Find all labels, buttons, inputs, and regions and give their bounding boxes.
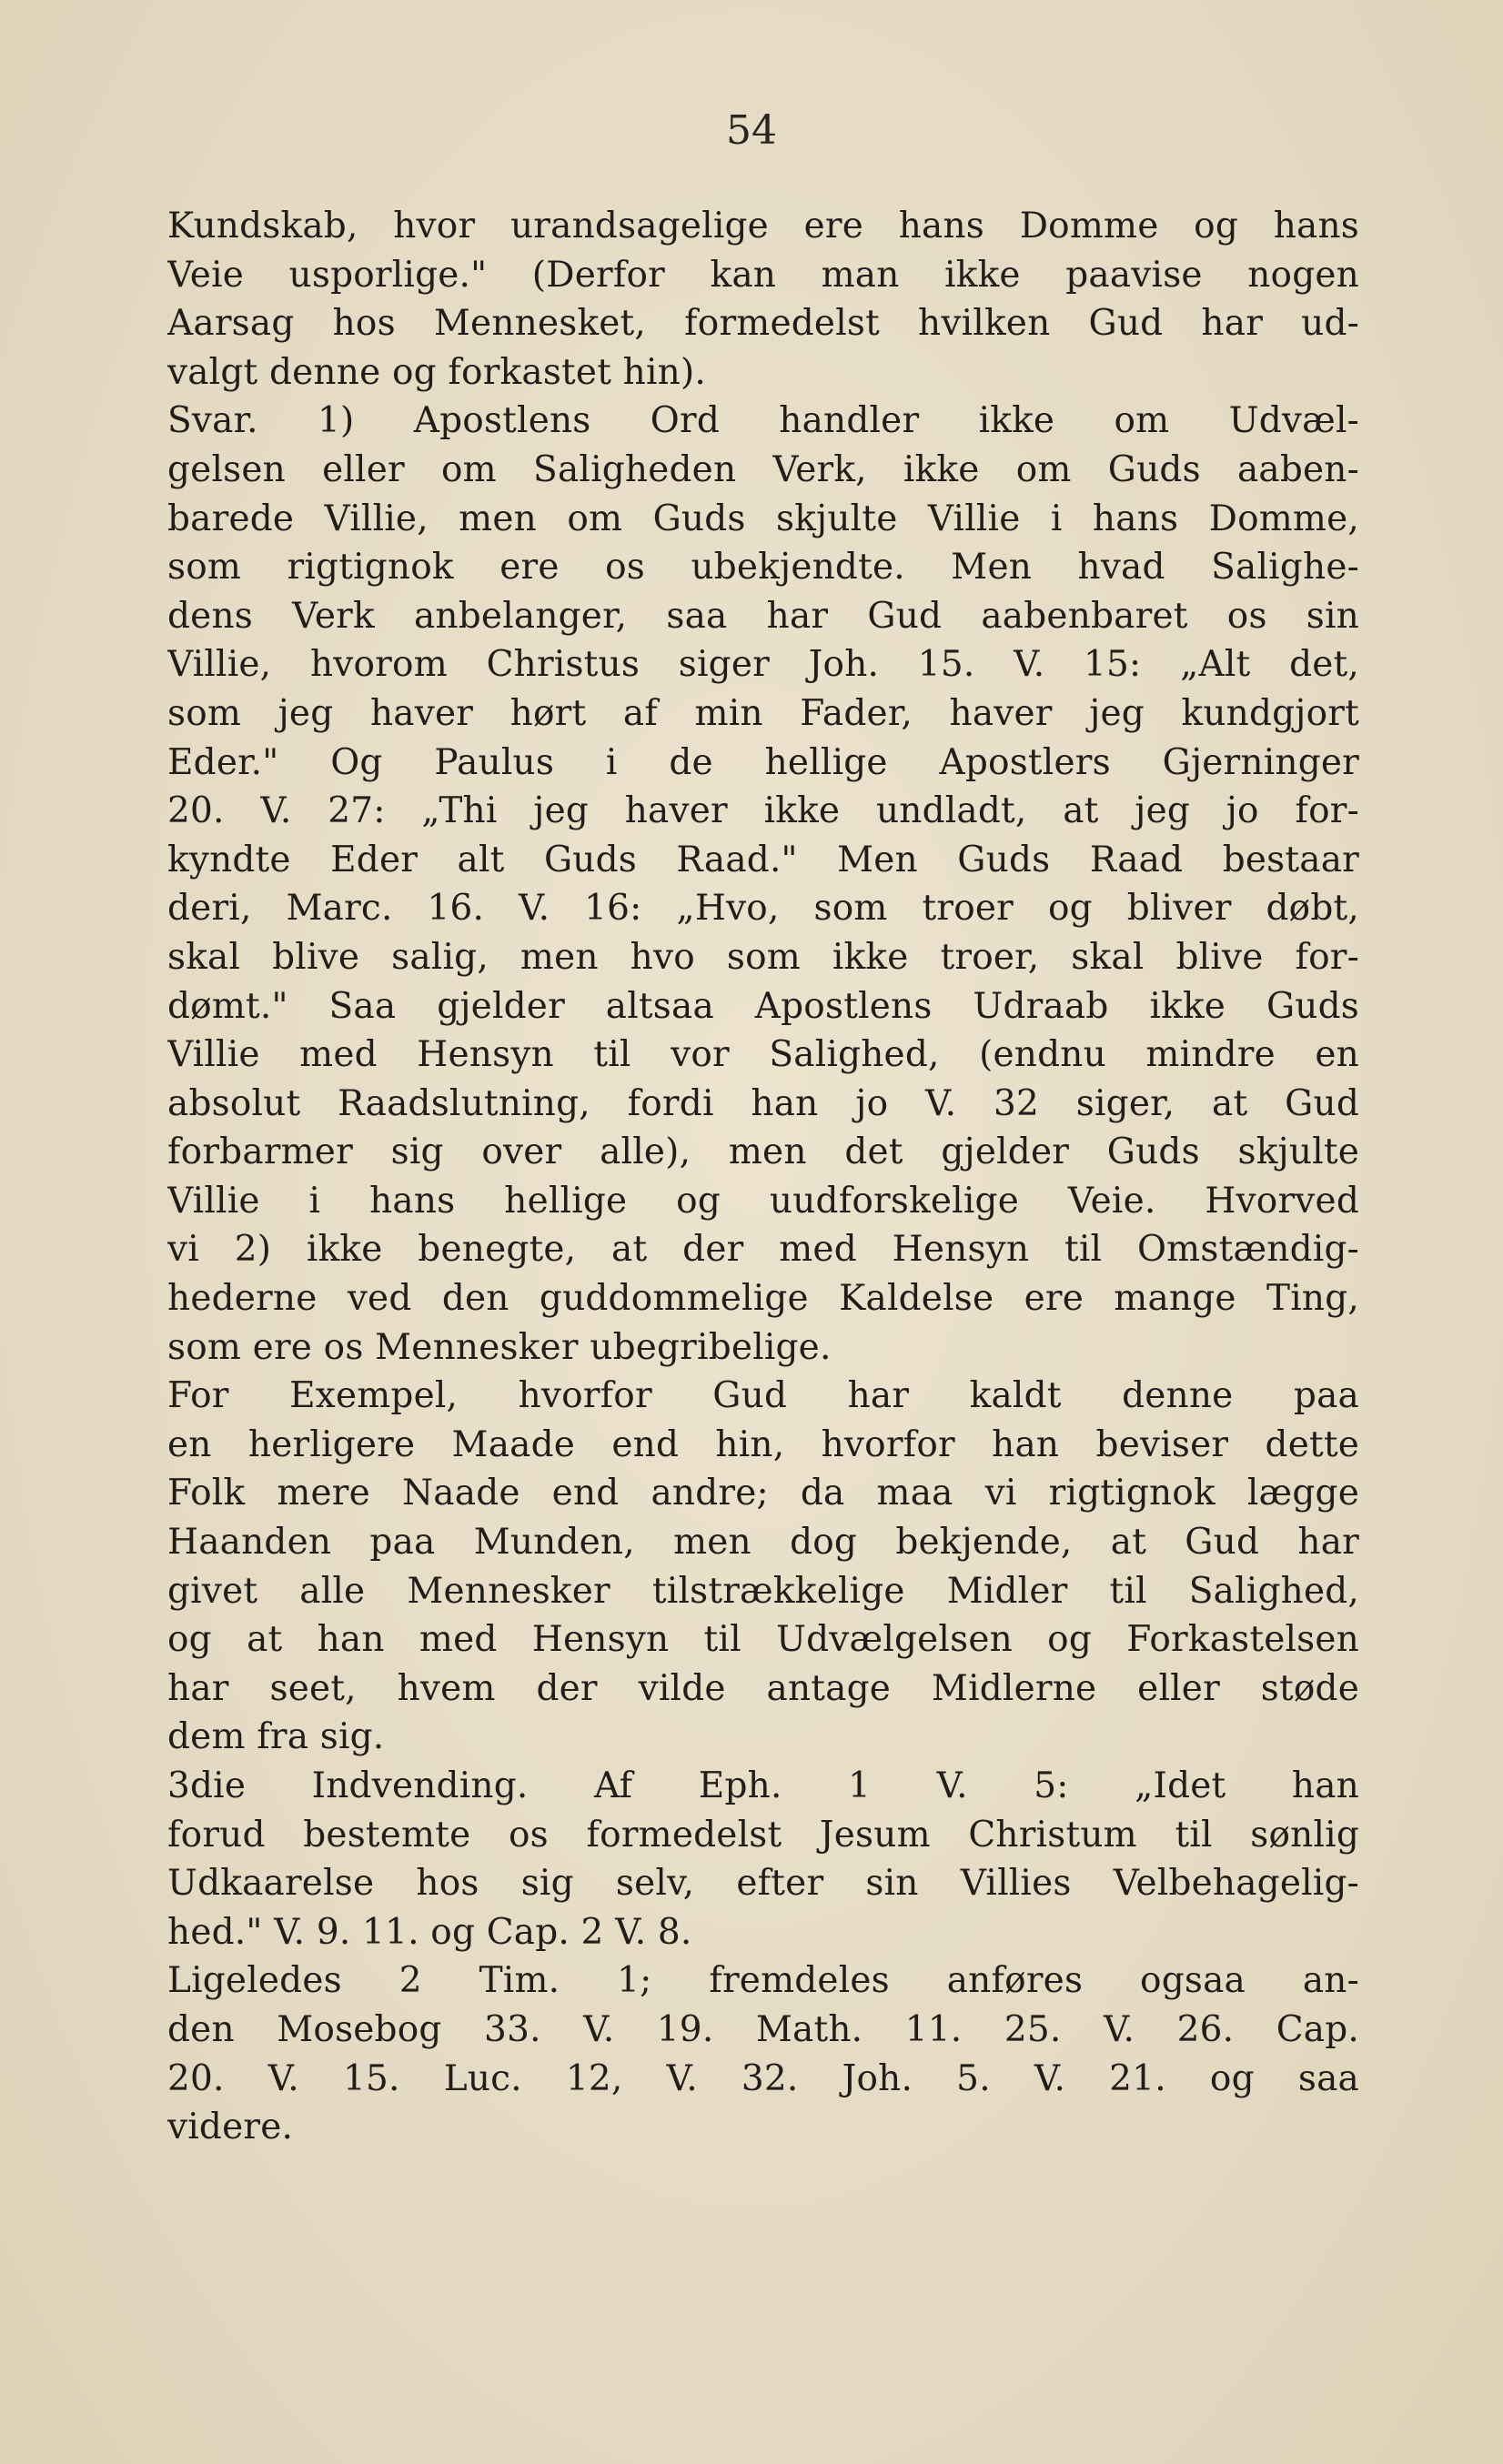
text-line: skal blive salig, men hvo som ikke troer, skal blive for- <box>167 936 1359 978</box>
text-line: Ligeledes 2 Tim. 1; fremdeles anføres ogsaa an- <box>167 1960 1359 2002</box>
text-line: Aarsag hos Mennesket, formedelst hvilken Gud har ud- <box>167 303 1359 345</box>
text-line: 20. V. 27: „Thi jeg haver ikke undladt, at jeg jo for- <box>167 790 1359 832</box>
text-line: kyndte Eder alt Guds Raad." Men Guds Raad bestaar <box>167 839 1359 880</box>
text-line: en herligere Maade end hin, hvorfor han beviser dette <box>167 1423 1359 1465</box>
text-line: vi 2) ikke benegte, at der med Hensyn til Omstændig- <box>167 1229 1359 1271</box>
text-line: Eder." Og Paulus i de hellige Apostlers Gjerninger <box>167 741 1359 783</box>
text-line: den Mosebog 33. V. 19. Math. 11. 25. V. 26. Cap. <box>167 2008 1359 2050</box>
text-line: videre. <box>167 2107 294 2148</box>
text-line: 20. V. 15. Luc. 12, V. 32. Joh. 5. V. 21. og saa <box>167 2057 1359 2099</box>
text-line: dens Verk anbelanger, saa har Gud aabenbaret os sin <box>167 595 1359 637</box>
text-line: hederne ved den guddommelige Kaldelse ere mange Ting, <box>167 1278 1359 1320</box>
text-line: Svar. 1) Apostlens Ord handler ikke om Udvæl- <box>167 400 1359 442</box>
text-line: 3die Indvending. Af Eph. 1 V. 5: „Idet han <box>167 1765 1359 1806</box>
text-line: Folk mere Naade end andre; da maa vi rigtignok lægge <box>167 1473 1359 1514</box>
text-line: forbarmer sig over alle), men det gjelder Guds skjulte <box>167 1131 1359 1173</box>
text-line: deri, Marc. 16. V. 16: „Hvo, som troer og bliver døbt, <box>167 888 1359 930</box>
text-line: Kundskab, hvor urandsagelige ere hans Domme og hans <box>167 206 1359 246</box>
text-line: forud bestemte os formedelst Jesum Christum til sønlig <box>167 1814 1359 1856</box>
text-line: gelsen eller om Saligheden Verk, ikke om Guds aaben- <box>167 448 1359 490</box>
page-number: 54 <box>726 107 777 154</box>
text-line: Villie med Hensyn til vor Salighed, (endnu mindre en <box>167 1034 1359 1076</box>
text-line: Veie usporlige." (Derfor kan man ikke paavise nogen <box>167 254 1359 296</box>
text-line: dømt." Saa gjelder altsaa Apostlens Udraab ikke Guds <box>167 985 1359 1027</box>
text-line: valgt denne og forkastet hin). <box>167 351 706 393</box>
text-line: barede Villie, men om Guds skjulte Villie i hans Domme, <box>167 498 1359 539</box>
text-line: som rigtignok ere os ubekjendte. Men hvad Salighe- <box>167 547 1359 588</box>
text-line: som jeg haver hørt af min Fader, haver jeg kundgjort <box>167 692 1359 734</box>
text-line: givet alle Mennesker tilstrækkelige Midler til Salighed, <box>167 1570 1359 1612</box>
text-line: og at han med Hensyn til Udvælgelsen og Forkastelsen <box>167 1619 1359 1661</box>
text-line: absolut Raadslutning, fordi han jo V. 32 siger, at Gud <box>167 1082 1359 1124</box>
text-line: Villie, hvorom Christus siger Joh. 15. V. 15: „Alt det, <box>167 644 1359 686</box>
text-line: Haanden paa Munden, men dog bekjende, at Gud har <box>167 1522 1359 1564</box>
text-line: Villie i hans hellige og uudforskelige Veie. Hvorved <box>167 1180 1359 1222</box>
text-line: har seet, hvem der vilde antage Midlerne eller støde <box>167 1667 1359 1709</box>
text-line: For Exempel, hvorfor Gud har kaldt denne paa <box>167 1375 1359 1417</box>
text-line: hed." V. 9. 11. og Cap. 2 V. 8. <box>167 1911 692 1953</box>
text-line: dem fra sig. <box>167 1716 385 1758</box>
text-line: Udkaarelse hos sig selv, efter sin Villies Velbehagelig- <box>167 1863 1359 1905</box>
body-text <box>167 202 1359 2152</box>
text-line: som ere os Mennesker ubegribelige. <box>167 1326 832 1368</box>
